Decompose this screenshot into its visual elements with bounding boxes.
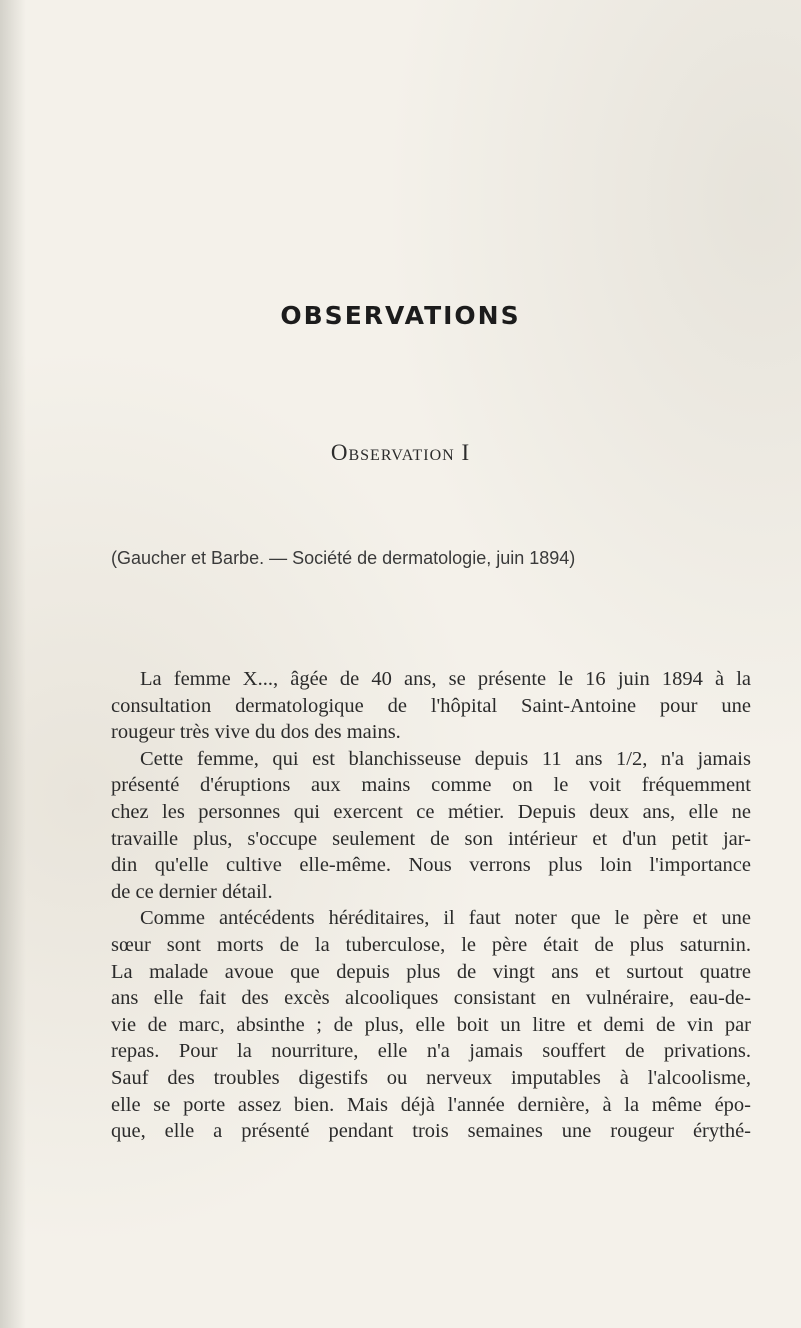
observation-title: Observation I bbox=[330, 440, 471, 465]
text-line: chez les personnes qui exercent ce métier. Depuis deux ans, elle ne bbox=[111, 800, 751, 823]
text-line: Comme antécédents héréditaires, il faut noter que le père et une bbox=[140, 907, 751, 930]
text-line: de ce dernier détail. bbox=[111, 880, 273, 903]
text-line: La malade avoue que depuis plus de vingt ans et surtout quatre bbox=[111, 960, 751, 983]
text-line: présenté d'éruptions aux mains comme on le voit fréquemment bbox=[111, 774, 751, 797]
text-line: ans elle fait des excès alcooliques consistant en vulnéraire, eau-de- bbox=[111, 987, 751, 1010]
text-line: travaille plus, s'occupe seulement de son intérieur et d'un petit jar- bbox=[111, 827, 751, 850]
text-line: Sauf des troubles digestifs ou nerveux imputables à l'alcoolisme, bbox=[111, 1066, 751, 1089]
source-reference: (Gaucher et Barbe. — Société de dermatologie, juin 1894) bbox=[111, 548, 576, 568]
text-line: consultation dermatologique de l'hôpital Saint-Antoine pour une bbox=[111, 694, 751, 717]
page-edge-shadow bbox=[0, 0, 26, 1328]
text-line: repas. Pour la nourriture, elle n'a jamais souffert de privations. bbox=[111, 1040, 751, 1063]
text-line: rougeur très vive du dos des mains. bbox=[111, 721, 401, 744]
text-line: La femme X..., âgée de 40 ans, se présente le 16 juin 1894 à la bbox=[140, 668, 751, 690]
text-line: Cette femme, qui est blanchisseuse depuis 11 ans 1/2, n'a jamais bbox=[140, 747, 751, 770]
text-line: vie de marc, absinthe ; de plus, elle boit un litre et demi de vin par bbox=[111, 1013, 751, 1036]
text-line: que, elle a présenté pendant trois semaines une rougeur érythé- bbox=[111, 1120, 751, 1143]
section-title: OBSERVATIONS bbox=[280, 301, 521, 330]
body-text bbox=[111, 666, 751, 1145]
text-line: sœur sont morts de la tuberculose, le père était de plus saturnin. bbox=[111, 933, 751, 956]
text-line: elle se porte assez bien. Mais déjà l'année dernière, à la même épo- bbox=[111, 1093, 751, 1116]
text-line: din qu'elle cultive elle-même. Nous verrons plus loin l'importance bbox=[111, 854, 751, 877]
